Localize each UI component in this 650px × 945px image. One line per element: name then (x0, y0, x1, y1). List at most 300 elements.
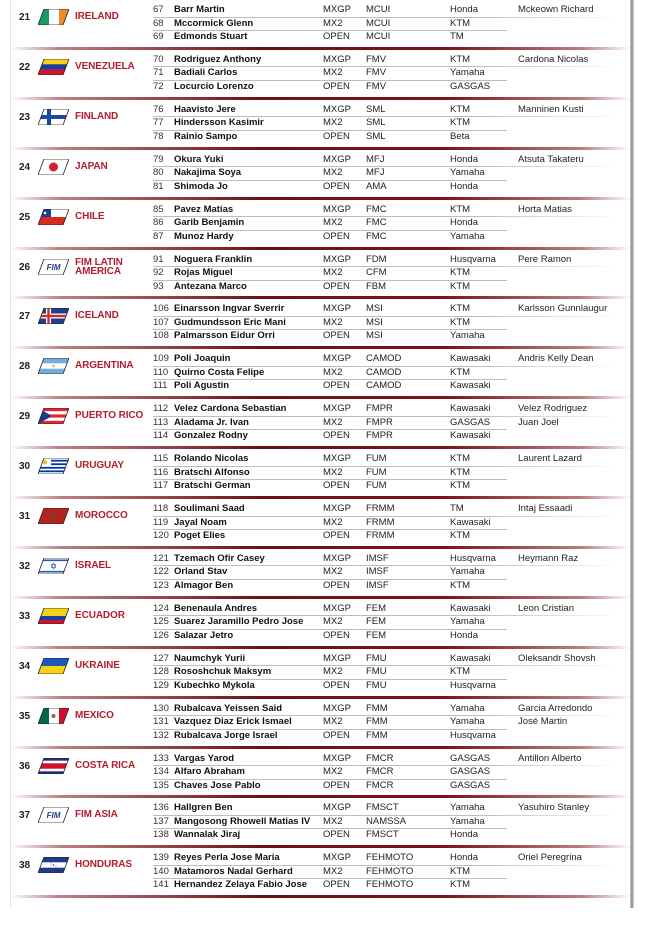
rider-row (153, 765, 633, 778)
country-name: PUERTO RICO (75, 410, 144, 422)
team-manager: Andris Kelly Dean (518, 353, 594, 365)
team-block (10, 346, 631, 396)
rider-number: 141 (153, 879, 169, 891)
rider-name: Vazquez Diaz Erick Ismael (174, 716, 292, 728)
rider-row (153, 552, 633, 565)
rider-name: Almagor Ben (174, 579, 234, 591)
rider-federation: FMC (366, 230, 387, 242)
chile-flag-icon (38, 209, 69, 225)
ukraine-flag-icon (38, 658, 69, 674)
argentina-flag-icon (38, 358, 69, 374)
rider-federation: FRMM (366, 530, 395, 541)
team-manager: Antillon Alberto (518, 752, 582, 764)
rider-number: 77 (153, 117, 164, 129)
country-name: IRELAND (75, 11, 119, 22)
rider-number: 108 (153, 330, 169, 342)
rider-class: MX2 (323, 616, 343, 628)
rider-brand: Honda (450, 852, 478, 864)
rider-brand: KTM (450, 579, 471, 591)
finland-flag-icon (38, 109, 69, 125)
rider-number: 128 (153, 666, 169, 678)
rider-federation: IMSF (366, 579, 389, 591)
rider-number: 121 (153, 552, 169, 564)
rider-name: Wannalak Jiraj (174, 829, 241, 841)
rider-brand: Yamaha (450, 230, 485, 242)
rider-federation: MFJ (366, 153, 385, 165)
rider-name: Rubalcava Yeissen Said (174, 702, 283, 714)
rider-number: 109 (153, 353, 169, 365)
rider-row (153, 230, 633, 243)
rider-number: 80 (153, 167, 164, 179)
rider-number: 71 (153, 67, 164, 79)
team-position: 23 (19, 111, 31, 123)
rider-brand: Yamaha (450, 702, 485, 714)
country-name: FINLAND (75, 110, 119, 122)
rider-brand: Husqvarna (450, 729, 496, 741)
section-separator (10, 247, 631, 250)
rider-number: 91 (153, 253, 164, 265)
rider-number: 81 (153, 180, 164, 192)
team-block (10, 646, 631, 696)
rider-brand: GASGAS (450, 752, 491, 764)
team-manager: Pere Ramon (518, 253, 572, 265)
section-separator (10, 496, 631, 499)
iceland-flag-icon (38, 308, 69, 324)
rider-class: MX2 (323, 117, 343, 129)
rider-row (153, 153, 633, 166)
rider-class: OPEN (323, 130, 350, 142)
section-separator (10, 197, 631, 200)
rider-number: 138 (153, 829, 169, 841)
rider-brand: Husqvarna (450, 679, 496, 691)
rider-brand: Kawasaki (450, 380, 491, 392)
country-name: UKRAINE (75, 659, 120, 671)
rider-class: MXGP (323, 652, 351, 664)
country-name-line: AMERICA (75, 265, 121, 277)
fim-logo-text: FIM (46, 811, 61, 821)
rider-name: Bratschi German (174, 480, 251, 492)
rider-number: 92 (153, 267, 164, 278)
rider-number: 106 (153, 303, 169, 315)
rider-row (153, 529, 633, 542)
rider-row (153, 565, 633, 578)
rider-class: MXGP (323, 702, 351, 714)
rider-class: MXGP (323, 403, 351, 415)
rider-name: Hallgren Ben (174, 802, 233, 814)
rider-number: 93 (153, 280, 164, 292)
team-block (10, 0, 631, 47)
rider-name: Shimoda Jo (174, 180, 228, 192)
rider-federation: MSI (366, 303, 383, 315)
honduras-flag-icon (38, 857, 69, 873)
rider-number: 124 (153, 602, 169, 614)
rider-name: Poget Elies (174, 530, 226, 541)
rider-federation: IMSF (366, 552, 389, 564)
rider-brand: Kawasaki (450, 353, 491, 365)
rider-row (153, 615, 633, 628)
rider-federation: SML (366, 103, 386, 115)
rider-number: 70 (153, 53, 164, 65)
rider-brand: Honda (450, 629, 478, 641)
rider-class: OPEN (323, 829, 350, 841)
rider-name: Noguera Franklin (174, 253, 253, 265)
team-manager: Manninen Kusti (518, 103, 584, 115)
rider-row (153, 80, 633, 93)
rider-brand: Honda (450, 153, 478, 165)
costa-rica-flag-icon (38, 758, 69, 774)
rider-number: 131 (153, 716, 169, 728)
rider-row (153, 280, 633, 293)
rider-row (153, 752, 633, 765)
section-separator (10, 696, 631, 699)
rider-brand: GASGAS (450, 416, 491, 428)
rider-class: MXGP (323, 802, 351, 814)
country-name: MEXICO (75, 709, 114, 721)
rider-brand: Kawasaki (450, 602, 491, 614)
rider-brand: Husqvarna (450, 253, 496, 265)
team-position: 37 (19, 810, 31, 822)
section-separator (10, 646, 631, 649)
rider-brand: Yamaha (450, 616, 485, 628)
team-manager: Oriel Peregrina (518, 852, 582, 864)
ireland-flag-icon (38, 9, 69, 25)
rider-name: Soulimani Saad (174, 503, 245, 514)
team-block (10, 496, 631, 546)
team-block (10, 795, 631, 845)
rider-federation: CFM (366, 267, 387, 278)
rider-class: MXGP (323, 552, 351, 564)
rider-brand: Kawasaki (450, 403, 491, 415)
rider-row (153, 53, 633, 66)
rider-number: 127 (153, 652, 169, 664)
rider-class: OPEN (323, 679, 350, 691)
rider-number: 117 (153, 480, 169, 492)
section-separator (10, 746, 631, 749)
team-position: 21 (19, 12, 31, 23)
section-separator (10, 296, 631, 299)
rider-row (153, 116, 633, 129)
rider-name: Tzemach Ofir Casey (174, 552, 265, 564)
rider-federation: FEM (366, 616, 387, 628)
rider-row (153, 3, 633, 16)
rider-name: Reyes Perla Jose Maria (174, 852, 280, 864)
rider-federation: FRMM (366, 503, 395, 514)
rider-row (153, 579, 633, 592)
rider-number: 136 (153, 802, 169, 814)
rider-brand: GASGAS (450, 779, 491, 791)
section-separator (10, 396, 631, 399)
team-manager: Horta Matias (518, 203, 572, 215)
rider-brand: Yamaha (450, 67, 485, 79)
team-block (10, 47, 631, 97)
rider-class: OPEN (323, 430, 350, 442)
rider-number: 85 (153, 203, 164, 215)
team-manager: Mckeown Richard (518, 4, 594, 15)
rider-number: 137 (153, 815, 169, 827)
rider-class: MXGP (323, 752, 351, 764)
rider-federation: FMCR (366, 752, 394, 764)
rider-federation: FMM (366, 716, 388, 728)
rider-row (153, 729, 633, 742)
rider-name: Nakajima Soya (174, 167, 242, 179)
team-position: 34 (19, 660, 31, 672)
rider-federation: FMV (366, 67, 387, 79)
rider-number: 123 (153, 579, 169, 591)
country-name: ARGENTINA (75, 360, 134, 372)
rider-name: Palmarsson Eidur Orri (174, 330, 275, 342)
rider-federation: CAMOD (366, 366, 402, 378)
rider-federation: FUM (366, 480, 387, 492)
rider-number: 112 (153, 403, 169, 415)
rider-number: 86 (153, 217, 164, 229)
rider-row (153, 801, 633, 814)
rider-name: Kubechko Mykola (174, 679, 255, 691)
country-name: CHILE (75, 210, 105, 222)
rider-federation: SML (366, 117, 386, 129)
rider-brand: KTM (450, 530, 471, 541)
uruguay-flag-icon (38, 458, 69, 474)
rider-name: Velez Cardona Sebastian (174, 403, 287, 415)
rider-row (153, 828, 633, 841)
rider-federation: MCUI (366, 4, 391, 15)
rider-federation: FEM (366, 602, 387, 614)
team-block (10, 845, 631, 895)
rider-federation: AMA (366, 180, 387, 192)
rider-row (153, 30, 633, 43)
section-separator (10, 546, 631, 549)
rider-row (153, 17, 633, 30)
section-separator (10, 147, 631, 150)
rider-name: Einarsson Ingvar Sverrir (174, 303, 285, 315)
team-position: 27 (19, 311, 31, 323)
team-position: 28 (19, 361, 31, 373)
rider-row (153, 779, 633, 792)
rider-class: OPEN (323, 31, 350, 42)
rider-class: MXGP (323, 253, 351, 265)
rider-row (153, 316, 633, 329)
rider-number: 69 (153, 31, 164, 42)
rider-name: Vargas Yarod (174, 752, 235, 764)
rider-class: MX2 (323, 217, 343, 229)
rider-class: MX2 (323, 466, 343, 478)
rider-class: MX2 (323, 316, 343, 328)
rider-number: 116 (153, 466, 169, 478)
team-position: 32 (19, 560, 31, 572)
rider-row (153, 865, 633, 878)
rider-class: MX2 (323, 167, 343, 179)
rider-row (153, 702, 633, 715)
rider-brand: Honda (450, 829, 478, 841)
rider-name: Salazar Jetro (174, 629, 234, 641)
country-name: COSTA RICA (75, 759, 136, 771)
rider-brand: Yamaha (450, 167, 485, 179)
rider-row (153, 466, 633, 479)
footer-separator-wrap (10, 895, 631, 945)
ecuador-flag-icon (38, 608, 69, 624)
team-manager: Garcia Arredondo (518, 702, 593, 714)
rider-name: Gonzalez Rodny (174, 430, 248, 442)
rider-federation: NAMSSA (366, 815, 407, 827)
rider-number: 134 (153, 766, 169, 777)
team-manager: Oleksandr Shovsh (518, 652, 596, 664)
rider-federation: FMC (366, 203, 387, 215)
rider-row (153, 253, 633, 266)
rider-brand: KTM (450, 280, 471, 292)
rider-name: Rososhchuk Maksym (174, 666, 272, 678)
rider-federation: MCUI (366, 17, 391, 29)
rider-class: OPEN (323, 230, 350, 242)
rider-name: Okura Yuki (174, 153, 224, 165)
rider-brand: KTM (450, 53, 471, 65)
rider-row (153, 402, 633, 415)
rider-name: Munoz Hardy (174, 230, 234, 242)
rider-number: 139 (153, 852, 169, 864)
rider-name: Hindersson Kasimir (174, 117, 264, 129)
team-block (10, 546, 631, 596)
rider-row (153, 180, 633, 193)
rider-name: Poli Joaquin (174, 353, 231, 365)
rider-brand: Yamaha (450, 802, 485, 814)
rider-brand: KTM (450, 480, 471, 492)
rider-row (153, 429, 633, 442)
rider-row (153, 366, 633, 379)
rider-number: 119 (153, 516, 169, 528)
rider-class: MX2 (323, 716, 343, 728)
rider-name: Matamoros Nadal Gerhard (174, 865, 293, 877)
rider-row (153, 66, 633, 79)
rider-row (153, 629, 633, 642)
rider-row (153, 479, 633, 492)
rider-number: 135 (153, 779, 169, 791)
team-position: 29 (19, 411, 31, 423)
rider-federation: FMU (366, 666, 387, 678)
rider-row (153, 679, 633, 692)
rider-name: Quirno Costa Felipe (174, 366, 265, 378)
country-name: ICELAND (75, 310, 119, 322)
team-manager: Leon Cristian (518, 602, 574, 614)
team-position: 30 (19, 461, 31, 473)
rider-row (153, 352, 633, 365)
rider-number: 132 (153, 729, 169, 741)
rider-number: 87 (153, 230, 164, 242)
section-separator (10, 97, 631, 100)
rider-class: OPEN (323, 280, 350, 292)
rider-federation: FUM (366, 453, 387, 465)
country-name: JAPAN (75, 160, 108, 172)
rider-row (153, 502, 633, 515)
rider-name: Bratschi Alfonso (174, 466, 250, 478)
rider-row (153, 130, 633, 143)
rider-name: Edmonds Stuart (174, 31, 248, 42)
team-position: 36 (19, 760, 31, 772)
rider-federation: FEHMOTO (366, 879, 414, 891)
team-block (10, 596, 631, 646)
rider-federation: SML (366, 130, 386, 142)
rider-federation: MSI (366, 316, 383, 328)
rider-federation: MSI (366, 330, 383, 342)
rider-brand: KTM (450, 267, 471, 278)
rider-number: 130 (153, 702, 169, 714)
team-manager: Laurent Lazard (518, 453, 582, 465)
rider-name: Pavez Matías (174, 203, 234, 215)
rider-name: Rolando Nicolas (174, 453, 249, 465)
rider-federation: FMV (366, 80, 387, 92)
rider-name: Benenaula Andres (174, 602, 258, 614)
rider-name: Garib Benjamin (174, 217, 245, 229)
rider-federation: FEM (366, 629, 387, 641)
rider-class: OPEN (323, 80, 350, 92)
team-block (10, 296, 631, 346)
rider-federation: FMPR (366, 430, 393, 442)
rider-row (153, 166, 633, 179)
rider-row (153, 878, 633, 891)
rider-number: 120 (153, 530, 169, 541)
rider-name: Suarez Jaramillo Pedro Jose (174, 616, 304, 628)
rider-name: Locurcio Lorenzo (174, 80, 254, 92)
rider-number: 122 (153, 566, 169, 578)
rider-brand: Kawasaki (450, 516, 491, 528)
team-manager: Velez Rodriguez (518, 403, 588, 415)
rider-brand: GASGAS (450, 80, 491, 92)
rider-class: MXGP (323, 53, 351, 65)
rider-class: OPEN (323, 180, 350, 192)
team-manager: Karlsson Gunnlaugur (518, 303, 608, 315)
israel-flag-icon (38, 558, 69, 574)
rider-class: MX2 (323, 566, 343, 578)
rider-name: Rubalcava Jorge Israel (174, 729, 278, 741)
rider-federation: FMCR (366, 766, 394, 777)
rider-class: MX2 (323, 366, 343, 378)
rider-row (153, 715, 633, 728)
rider-number: 133 (153, 752, 169, 764)
rider-name: Hernandez Zelaya Fabio Jose (174, 879, 308, 891)
rider-class: OPEN (323, 380, 350, 392)
rider-row (153, 602, 633, 615)
rider-federation: FEHMOTO (366, 865, 414, 877)
rider-class: MXGP (323, 4, 351, 15)
rider-brand: KTM (450, 117, 471, 129)
rider-name: Badiali Carlos (174, 67, 238, 79)
rider-brand: Yamaha (450, 716, 485, 728)
rider-federation: FMSCT (366, 802, 399, 814)
rider-class: OPEN (323, 530, 350, 541)
section-separator (10, 795, 631, 798)
rider-federation: MCUI (366, 31, 391, 42)
team-position: 26 (19, 261, 31, 273)
rider-row (153, 329, 633, 342)
rider-row (153, 652, 633, 665)
team-manager: Heymann Raz (518, 552, 579, 564)
rider-brand: KTM (450, 17, 471, 29)
rider-number: 129 (153, 679, 169, 691)
rider-federation: FMV (366, 53, 387, 65)
team-position: 35 (19, 710, 31, 722)
team-position: 22 (19, 61, 31, 73)
rider-brand: KTM (450, 103, 471, 115)
country-name: MOROCCO (75, 510, 128, 521)
team-manager: Juan Joel (518, 416, 559, 428)
rider-name: Gudmundsson Eric Mani (174, 316, 286, 328)
rider-number: 126 (153, 629, 169, 641)
rider-brand: Kawasaki (450, 430, 491, 442)
country-name: VENEZUELA (75, 60, 135, 72)
rider-row (153, 452, 633, 465)
rider-federation: IMSF (366, 566, 389, 578)
country-name: ECUADOR (75, 609, 125, 621)
rider-brand: KTM (450, 466, 471, 478)
team-position: 24 (19, 161, 31, 173)
country-name: HONDURAS (75, 859, 132, 871)
